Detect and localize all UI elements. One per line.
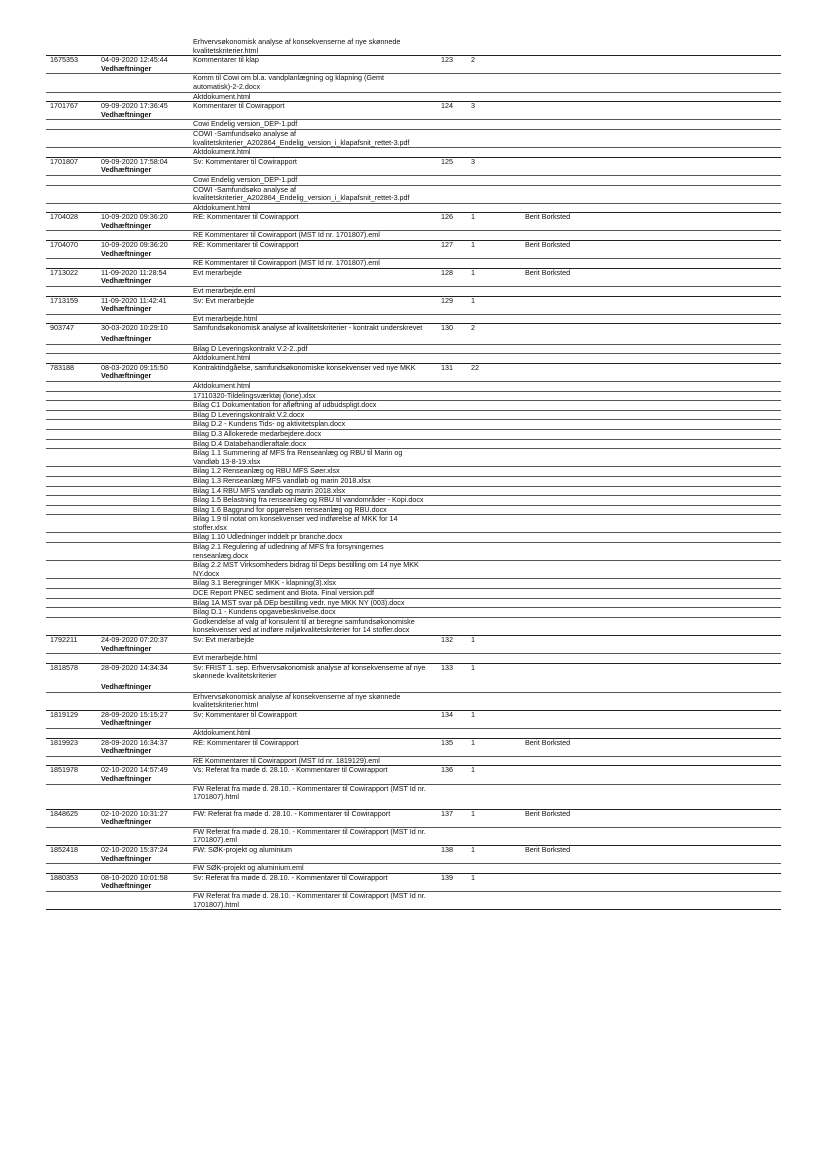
document-row xyxy=(46,323,781,335)
document-date: 09-09-2020 17:36:45 xyxy=(101,101,168,111)
document-row xyxy=(46,663,781,683)
attachment-count: 1 xyxy=(471,737,475,747)
attachment-filename: Evt merarbejde.html xyxy=(193,653,258,663)
document-person: Berit Borksted xyxy=(525,240,571,250)
attachments-header-row xyxy=(46,719,781,728)
document-title: RE: Kommentarer til Cowirapport xyxy=(193,212,299,222)
attachment-count: 22 xyxy=(471,362,479,372)
document-date: 28-09-2020 16:34:37 xyxy=(101,737,168,747)
attachment-row xyxy=(46,728,781,738)
attachment-count: 1 xyxy=(471,845,475,855)
document-row xyxy=(46,296,781,306)
attachment-filename: 17110320-Tildelingsværktøj (lone).xlsx xyxy=(193,390,316,400)
attachments-label: Vedhæftninger xyxy=(101,773,152,783)
document-id: 1819923 xyxy=(50,737,78,747)
document-title: Sv: Kommentarer til Cowirapport xyxy=(193,156,297,166)
document-row xyxy=(46,809,781,819)
attachment-count: 2 xyxy=(471,323,475,333)
document-title: Sv: FRIST 1. sep. Erhvervsøkonomisk analyse af konsekvenserne af nye skønnede kvalitetskriterier xyxy=(193,662,426,681)
attachments-header-row xyxy=(46,222,781,231)
attachment-filename: FW Referat fra møde d. 28.10. - Kommentarer til Cowirapport (MST Id nr. 1701807).eml xyxy=(193,826,426,845)
attachments-label: Vedhæftninger xyxy=(101,817,152,827)
attachments-header-row xyxy=(46,645,781,654)
attachment-row xyxy=(46,410,781,420)
document-number: 125 xyxy=(441,156,453,166)
attachment-filename: Cowi Endelig version_DEP-1.pdf xyxy=(193,119,298,129)
attachment-row xyxy=(46,476,781,486)
attachment-filename: Bilag D Leveringskontrakt V.2-2..pdf xyxy=(193,343,308,353)
document-title: Sv: Evt merarbejde xyxy=(193,635,255,644)
attachments-header-row xyxy=(46,277,781,286)
attachment-row xyxy=(46,381,781,391)
document-id: 1713159 xyxy=(50,295,78,305)
attachment-filename: FW Referat fra møde d. 28.10. - Kommentarer til Cowirapport (MST Id nr. 1701807).html xyxy=(193,891,426,909)
attachments-spacer xyxy=(193,65,429,74)
document-person: Berit Borksted xyxy=(525,737,571,747)
document-number: 133 xyxy=(441,662,453,672)
document-id: 783188 xyxy=(50,362,74,372)
document-date: 09-09-2020 17:58:04 xyxy=(101,156,168,166)
document-number: 135 xyxy=(441,737,453,747)
document-title: Sv: Evt merarbejde xyxy=(193,295,255,305)
attachment-filename: FW Referat fra møde d. 28.10. - Kommentarer til Cowirapport (MST Id nr. 1701807).html xyxy=(193,783,426,802)
attachment-row xyxy=(46,617,781,635)
attachment-filename: Komm til Cowi om bl.a. vandplanlægning og klapning (Gemt automatisk)-2-2.docx xyxy=(193,73,384,91)
attachment-count: 1 xyxy=(471,765,475,775)
attachments-header-row xyxy=(46,166,781,175)
attachment-filename: RE Kommentarer til Cowirapport (MST Id nr. 1701807).eml xyxy=(193,230,380,240)
attachment-filename: Bilag 1.6 Baggrund for opgørelsen renseanlæg og RBU.docx xyxy=(193,504,387,514)
document-id: 1851978 xyxy=(50,765,78,775)
attachment-filename: Bilag 1.1 Summering af MFS fra Renseanlæg og RBU til Marin og Vandløb 13-8-19.xlsx xyxy=(193,448,403,466)
attachment-filename: COWI -Samfundsøko analyse af kvalitetskriterier_A202864_Endelig_version_i_klapafsnit_rettet-3.pdf xyxy=(193,128,410,147)
document-title: Sv: Kommentarer til Cowirapport xyxy=(193,709,297,719)
attachments-label: Vedhæftninger xyxy=(101,63,152,73)
attachments-spacer xyxy=(193,818,429,827)
document-person: Berit Borksted xyxy=(525,212,571,222)
attachments-header-row xyxy=(46,882,781,891)
attachment-row xyxy=(46,258,781,268)
attachment-row xyxy=(46,147,781,157)
document-date: 28-09-2020 15:15:27 xyxy=(101,709,168,719)
document-date: 30-03-2020 10:29:10 xyxy=(101,323,168,333)
attachment-count: 1 xyxy=(471,872,475,882)
attachment-row xyxy=(46,542,781,560)
attachments-header-row xyxy=(46,305,781,314)
attachment-row xyxy=(46,314,781,324)
document-row xyxy=(46,845,781,855)
attachment-row xyxy=(46,391,781,401)
attachment-row xyxy=(46,429,781,439)
attachment-count: 3 xyxy=(471,156,475,166)
attachment-row xyxy=(46,514,781,532)
attachment-row xyxy=(46,119,781,129)
attachment-row xyxy=(46,495,781,505)
attachments-spacer xyxy=(193,747,429,756)
attachment-filename: Aktdokument.html xyxy=(193,380,251,390)
attachments-header-row xyxy=(46,683,781,692)
document-row xyxy=(46,873,781,883)
attachments-spacer xyxy=(193,277,429,286)
document-date: 02-10-2020 14:57:49 xyxy=(101,765,168,775)
document-id: 1792211 xyxy=(50,635,78,644)
attachments-label: Vedhæftninger xyxy=(101,304,152,314)
attachment-row xyxy=(46,784,781,809)
attachments-label: Vedhæftninger xyxy=(101,881,152,891)
attachments-header-row xyxy=(46,65,781,74)
document-row xyxy=(46,710,781,720)
attachments-spacer xyxy=(193,855,429,864)
attachments-label: Vedhæftninger xyxy=(101,371,152,381)
attachments-spacer xyxy=(193,683,429,692)
attachments-spacer xyxy=(193,222,429,231)
document-id: 1880353 xyxy=(50,872,78,882)
document-person: Berit Borksted xyxy=(525,808,571,818)
document-date: 02-10-2020 10:31:27 xyxy=(101,808,168,818)
attachment-count: 1 xyxy=(471,295,475,305)
attachment-filename: Bilag D Leveringskontrakt V.2.docx xyxy=(193,409,305,419)
document-date: 08-03-2020 09:15:50 xyxy=(101,362,168,372)
attachment-filename: Bilag D.1 - Kundens opgavebeskrivelse.docx xyxy=(193,607,336,617)
document-date: 04-09-2020 12:45:44 xyxy=(101,55,168,65)
attachment-filename: Bilag D.4 Databehandleraftale.docx xyxy=(193,438,307,448)
document-date: 28-09-2020 14:34:34 xyxy=(101,662,168,672)
document-id: 903747 xyxy=(50,323,74,333)
attachments-spacer xyxy=(193,166,429,175)
attachments-label: Vedhæftninger xyxy=(101,718,152,728)
document-number: 129 xyxy=(441,295,453,305)
attachment-filename: Bilag D.3 Allokerede medarbejdere.docx xyxy=(193,428,322,438)
document-id: 1819129 xyxy=(50,709,78,719)
document-row xyxy=(46,240,781,250)
attachment-row xyxy=(46,129,781,147)
attachment-row xyxy=(46,73,781,91)
document-number: 134 xyxy=(441,709,453,719)
attachment-count: 1 xyxy=(471,808,475,818)
document-id: 1852418 xyxy=(50,845,78,855)
attachment-filename: RE Kommentarer til Cowirapport (MST Id nr. 1819129).eml xyxy=(193,755,380,765)
document-title: FW: SØK-projekt og aluminium xyxy=(193,845,292,855)
document-number: 128 xyxy=(441,267,453,277)
document-row xyxy=(46,157,781,167)
attachment-filename: Aktdokument.html xyxy=(193,727,251,737)
attachments-spacer xyxy=(193,882,429,891)
document-title: RE: Kommentarer til Cowirapport xyxy=(193,737,299,747)
document-number: 124 xyxy=(441,101,453,111)
document-row xyxy=(46,363,781,373)
document-title: Kommentarer til klap xyxy=(193,55,259,65)
document-number: 131 xyxy=(441,362,453,372)
attachment-count: 2 xyxy=(471,55,475,65)
document-number: 139 xyxy=(441,872,453,882)
attachments-spacer xyxy=(193,719,429,728)
attachment-filename: Bilag D.2 - Kundens Tids- og aktivitetsplan.docx xyxy=(193,419,346,429)
attachment-row xyxy=(46,607,781,617)
document-id: 1701807 xyxy=(50,156,78,166)
document-number: 138 xyxy=(441,845,453,855)
attachments-label: Vedhæftninger xyxy=(101,681,152,691)
attachment-filename: Godkendelse af valg af konsulent til at beregne samfundsøkonomiske konsekvenser ved at indføre miljøkvalitetskriterier for 14 stoffer.docx xyxy=(193,616,415,635)
document-id: 1848625 xyxy=(50,808,78,818)
document-number: 130 xyxy=(441,323,453,333)
document-date: 11-09-2020 11:42:41 xyxy=(101,295,167,305)
attachment-filename: Aktdokument.html xyxy=(193,147,251,157)
document-date: 11-09-2020 11:28:54 xyxy=(101,267,167,277)
attachment-row xyxy=(46,400,781,410)
attachment-row xyxy=(46,598,781,608)
attachment-filename: RE Kommentarer til Cowirapport (MST Id nr. 1701807).eml xyxy=(193,258,380,268)
attachment-row xyxy=(46,185,781,203)
attachment-filename: FW SØK-projekt og aluminium.eml xyxy=(193,863,304,873)
document-date: 10-09-2020 09:36:20 xyxy=(101,240,168,250)
attachment-row xyxy=(46,286,781,296)
attachment-count: 1 xyxy=(471,635,475,644)
attachment-row xyxy=(46,439,781,449)
continued-attachment-row xyxy=(46,38,781,55)
document-row xyxy=(46,738,781,748)
attachments-label: Vedhæftninger xyxy=(101,746,152,756)
attachment-row xyxy=(46,344,781,354)
document-date: 10-09-2020 09:36:20 xyxy=(101,212,168,222)
attachment-count: 3 xyxy=(471,101,475,111)
attachment-row xyxy=(46,532,781,542)
attachment-filename: Bilag C1 Dokumentation for afløftning af udbudspligt.docx xyxy=(193,400,377,410)
document-number: 123 xyxy=(441,55,453,65)
attachment-filename: COWI -Samfundsøko analyse af kvalitetskriterier_A202864_Endelig_version_i_klapafsnit_rettet-3.pdf xyxy=(193,184,410,203)
attachments-spacer xyxy=(193,111,429,120)
attachment-filename: Bilag 1.9 til notat om konsekvenser ved indførelse af MKK for 14 stoffer.xlsx xyxy=(193,514,398,532)
attachments-spacer xyxy=(193,645,429,654)
attachments-label: Vedhæftninger xyxy=(101,643,152,653)
document-number: 137 xyxy=(441,808,453,818)
attachments-spacer xyxy=(193,305,429,314)
attachment-filename: Cowi Endelig version_DEP-1.pdf xyxy=(193,174,298,184)
attachment-row xyxy=(46,419,781,429)
attachment-filename: Erhvervsøkonomisk analyse af konsekvenserne af nye skønnede kvalitetskriterier.html xyxy=(193,37,401,55)
document-person: Berit Borksted xyxy=(525,845,571,855)
attachment-row xyxy=(46,353,781,363)
attachments-header-row xyxy=(46,372,781,381)
attachment-count: 1 xyxy=(471,709,475,719)
document-row xyxy=(46,268,781,278)
journal-table xyxy=(46,38,781,910)
attachment-filename: Bilag 1.3 Renseanlæg MFS vandløb og marin 2018.xlsx xyxy=(193,475,371,485)
document-title: FW: Referat fra møde d. 28.10. - Kommentarer til Cowirapport xyxy=(193,808,391,818)
attachments-header-row xyxy=(46,775,781,784)
attachment-filename: Bilag 2.1 Regulering af udledning af MFS fra forsyningernes renseanlæg.docx xyxy=(193,542,384,560)
document-id: 1675353 xyxy=(50,55,78,65)
document-number: 136 xyxy=(441,765,453,775)
attachments-spacer xyxy=(193,372,429,381)
document-date: 02-10-2020 15:37:24 xyxy=(101,845,168,855)
attachment-row xyxy=(46,505,781,515)
document-number: 127 xyxy=(441,240,453,250)
attachment-row xyxy=(46,578,781,588)
document-date: 08-10-2020 10:01:58 xyxy=(101,872,168,882)
attachments-label: Vedhæftninger xyxy=(101,276,152,286)
attachment-row xyxy=(46,92,781,102)
attachment-row xyxy=(46,891,781,910)
document-title: Kommentarer til Cowirapport xyxy=(193,101,285,111)
document-id: 1704070 xyxy=(50,240,78,250)
attachment-row xyxy=(46,756,781,766)
document-title: Evt merarbejde xyxy=(193,267,242,277)
attachments-header-row xyxy=(46,250,781,259)
attachment-filename: Bilag 1.2 Renseanlæg og RBU MFS Søer.xlsx xyxy=(193,466,340,476)
attachments-label: Vedhæftninger xyxy=(101,334,152,343)
document-row xyxy=(46,635,781,645)
attachment-filename: Aktdokument.html xyxy=(193,91,251,101)
document-title: Kontraktindgåelse, samfundsøkonomiske konsekvenser ved nye MKK xyxy=(193,362,416,372)
attachment-count: 1 xyxy=(471,267,475,277)
attachment-filename: Bilag 1.5 Belastning fra renseanlæg og RBU til vandområder - Kopi.docx xyxy=(193,495,424,505)
attachment-row xyxy=(46,560,781,578)
attachment-filename: Bilag 2.2 MST Virksomheders bidrag til Deps bestilling om 14 nye MKK NY.docx xyxy=(193,560,419,578)
document-person: Berit Borksted xyxy=(525,267,571,277)
attachment-row xyxy=(46,486,781,496)
document-id: 1701767 xyxy=(50,101,78,111)
attachment-filename: Evt merarbejde.html xyxy=(193,313,258,323)
attachment-row xyxy=(46,653,781,663)
attachments-spacer xyxy=(193,335,429,344)
attachment-filename: Erhvervsøkonomisk analyse af konsekvenserne af nye skønnede kvalitetskriterier.html xyxy=(193,691,401,710)
document-title: RE: Kommentarer til Cowirapport xyxy=(193,240,299,250)
document-title: Samfundsøkonomisk analyse af kvalitetskriterier - kontrakt underskrevet xyxy=(193,323,423,333)
attachment-filename: Evt merarbejde.eml xyxy=(193,286,256,296)
attachments-header-row xyxy=(46,818,781,827)
attachment-filename: Aktdokument.html xyxy=(193,202,251,212)
attachments-header-row xyxy=(46,111,781,120)
attachments-header-row xyxy=(46,747,781,756)
attachments-spacer xyxy=(193,775,429,784)
document-id: 1713022 xyxy=(50,267,78,277)
attachment-row xyxy=(46,863,781,873)
attachment-filename: Bilag 1.10 Udledninger inddelt pr branche.docx xyxy=(193,532,343,542)
document-title: Vs: Referat fra møde d. 28.10. - Kommentarer til Cowirapport xyxy=(193,765,388,775)
attachment-row xyxy=(46,203,781,213)
attachment-row xyxy=(46,692,781,710)
document-row xyxy=(46,765,781,775)
document-row xyxy=(46,101,781,111)
attachment-count: 1 xyxy=(471,662,475,672)
attachment-count: 1 xyxy=(471,240,475,250)
attachment-row xyxy=(46,588,781,598)
attachments-spacer xyxy=(193,250,429,259)
document-number: 126 xyxy=(441,212,453,222)
attachment-filename: Bilag 1.4 RBU MFS vandløb og marin 2018.xlsx xyxy=(193,485,346,495)
attachments-label: Vedhæftninger xyxy=(101,248,152,258)
attachment-row xyxy=(46,175,781,185)
attachment-filename: Aktdokument.html xyxy=(193,353,251,363)
document-id: 1818578 xyxy=(50,662,78,672)
attachments-header-row xyxy=(46,335,781,344)
attachment-row xyxy=(46,448,781,466)
document-id: 1704028 xyxy=(50,212,78,222)
attachments-label: Vedhæftninger xyxy=(101,220,152,230)
document-number: 132 xyxy=(441,635,453,644)
attachment-row xyxy=(46,827,781,845)
attachment-filename: DCE Report PNEC sediment and Biota. Final version.pdf xyxy=(193,588,374,598)
attachment-count: 1 xyxy=(471,212,475,222)
attachment-filename: Bilag 1A MST svar på DEp bestilling vedr. nye MKK NY (003).docx xyxy=(193,597,405,607)
document-title: Sv: Referat fra møde d. 28.10. - Kommentarer til Cowirapport xyxy=(193,872,388,882)
document-row xyxy=(46,55,781,65)
attachment-row xyxy=(46,466,781,476)
attachments-label: Vedhæftninger xyxy=(101,853,152,863)
document-row xyxy=(46,212,781,222)
attachment-row xyxy=(46,230,781,240)
attachment-filename: Bilag 3.1 Beregninger MKK - klapning(3).xlsx xyxy=(193,578,337,588)
attachments-label: Vedhæftninger xyxy=(101,109,152,119)
attachments-header-row xyxy=(46,855,781,864)
attachments-label: Vedhæftninger xyxy=(101,165,152,175)
document-date: 24-09-2020 07:20:37 xyxy=(101,635,168,644)
